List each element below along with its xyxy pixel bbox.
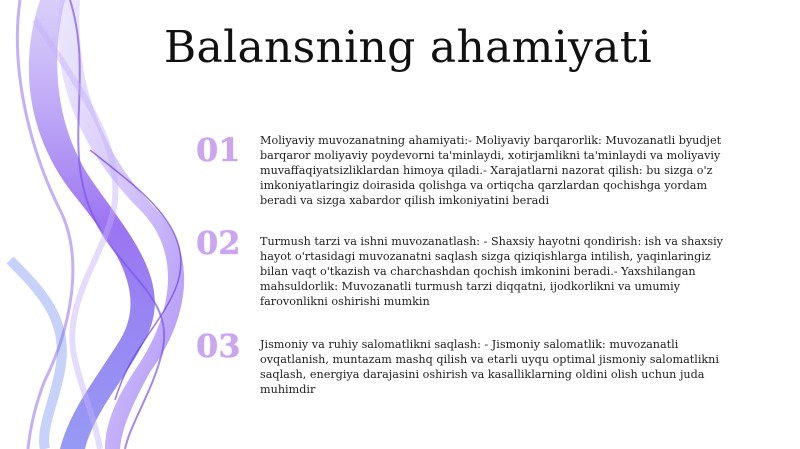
item-number: 03 <box>196 327 241 365</box>
item-text: Turmush tarzi va ishni muvozanatlash: - Shaxsiy hayotni qondirish: ish va shaxsiy hayot o'rtasidagi muvozanatni saqlash sizga qiziqishlarga intilish, yaqinlaringiz bilan vaqt o'tkazish va charchashdan qochish imkonini beradi.- Yaxshilangan mahsuldorlik: Muvozanatli turmush tarzi diqqatni, ijodkorlikni va umumiy farovonlikni oshirishi mumkin <box>260 235 723 308</box>
slide-title: Balansning ahamiyati <box>163 22 653 73</box>
item-text: Jismoniy va ruhiy salomatlikni saqlash: - Jismoniy salomatlik: muvozanatli ovqatlanish, muntazam mashq qilish va etarli uyqu optimal jismoniy salomatlikni saqlash, energiya darajasini oshirish va kasalliklarning oldini olish uchun juda muhimdir <box>260 338 719 396</box>
item-number: 01 <box>196 131 241 169</box>
item-number: 02 <box>196 224 241 262</box>
item-text: Moliyaviy muvozanatning ahamiyati:- Moliyaviy barqarorlik: Muvozanatli byudjet barqaror moliyaviy poydevorni ta'minlaydi, xotirjamlikni ta'minlaydi va moliyaviy muvaffaqiyatsizliklardan himoya qiladi.- Xarajatlarni nazorat qilish: bu sizga o'z imkoniyatlaringiz doirasida qolishga va ortiqcha qarzlardan qochishga yordam beradi va sizga xabardor qilish imkoniyatini beradi <box>260 134 722 207</box>
